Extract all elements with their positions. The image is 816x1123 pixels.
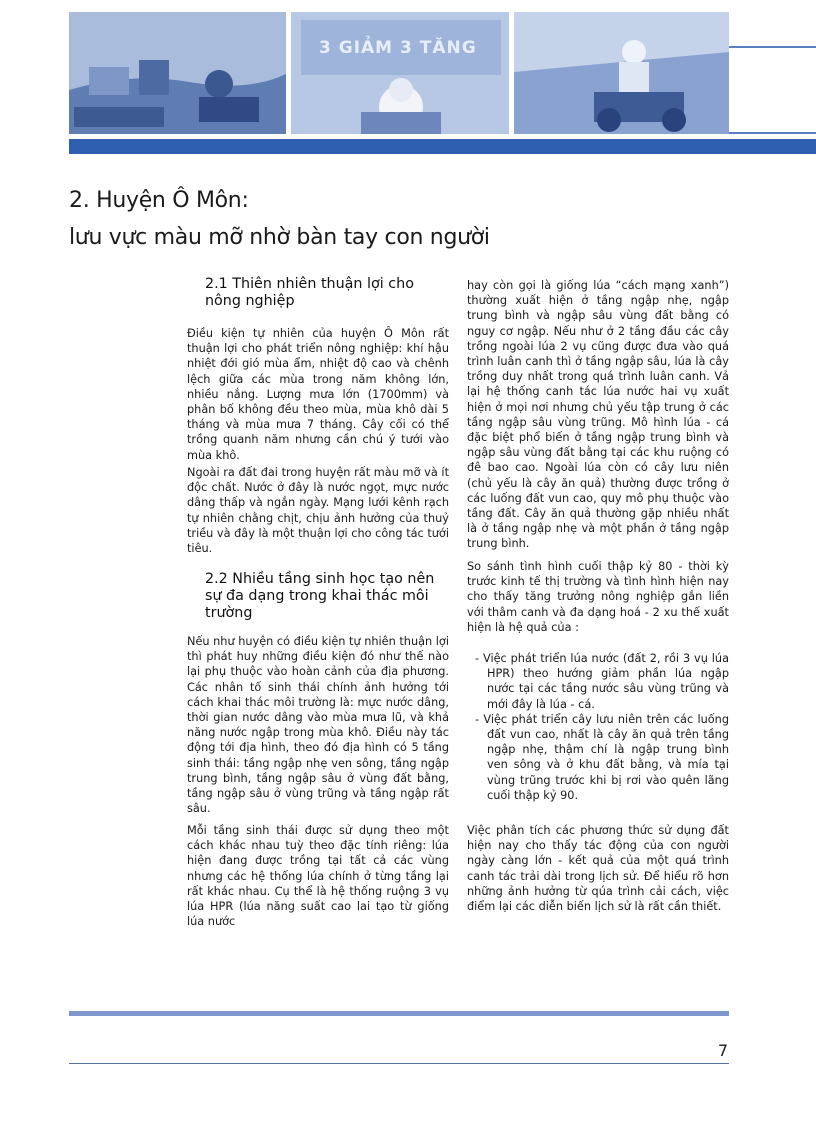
paragraph: So sánh tình hình cuối thập kỷ 80 - thời kỳ trước kinh tế thị trường và tình hình hiện nay cho thấy tăng trưởng nông nghiệp gắn liền với thâm canh và đa dạng hoá - 2 xu thế xuất hiện là hệ quả của : — [467, 560, 729, 634]
paragraph: Nếu như huyện có điều kiện tự nhiên thuận lợi thì phát huy những điều kiện đó như thế nào lại phụ thuộc vào hoàn cảnh của địa phương. Các nhân tố sinh thái chính ảnh hưởng tới cách khai thác môi trường là: mực nước dâng, thời gian nước dâng vào mùa mưa lũ, và khả năng nước ngập trong mùa khô. Điều này tác động tới địa hình, theo đó địa hình có 5 tầng sinh thái: tầng ngập nhẹ ven sông, tầng ngập trung bình, tầng ngập sâu ở vùng đất bằng, tầng ngập sâu ở vùng trũng và tầng ngập rất sâu. — [187, 635, 449, 816]
list-item: - Việc phát triển cây lưu niên trên các luống đất vun cao, nhất là cây ăn quả trên tầng ngập nhẹ, thậm chí là ngập trung bình ven sông và ở khu đất bằng, và mía tại vùng trũng trước khi bị rơi vào quên lãng cuối thập kỷ 90. — [475, 712, 729, 802]
paragraph: Điều kiện tự nhiên của huyện Ô Môn rất thuận lợi cho phát triển nông nghiệp: khí hậu nhiệt đới gió mùa ẩm, nhiệt độ cao và chênh lệch giữa các mùa trong năm không lớn, nhiều nắng. Lượng mưa lớn (1700mm) và phân bố không đều theo mùa, mùa khô dài 5 tháng và mùa mưa 7 tháng. Cây cối có thể trồng quanh năm nhưng cần chú ý tưới vào mùa khô. — [187, 327, 449, 462]
header-band — [69, 139, 816, 154]
header-accent-line-bottom — [729, 132, 816, 134]
page-subtitle: lưu vực màu mỡ nhờ bàn tay con người — [69, 225, 490, 250]
bullet-list — [475, 651, 729, 803]
header-photo-farmer — [514, 12, 729, 134]
header-photo-market — [69, 12, 286, 134]
page-title: 2. Huyện Ô Môn: — [69, 188, 249, 213]
sign-text: 3 GIẢM 3 TĂNG — [319, 38, 477, 58]
section-heading-2-1: 2.1 Thiên nhiên thuận lợi cho nông nghiệp — [205, 276, 414, 309]
page-number: 7 — [717, 1041, 728, 1060]
list-item: - Việc phát triển lúa nước (đất 2, rồi 3 vụ lúa HPR) theo hướng giảm phần lúa ngập nước tại các tầng nước sâu vùng trũng và mới đây là lúa - cá. — [475, 652, 729, 711]
paragraph: Ngoài ra đất đai trong huyện rất màu mỡ và ít độc chất. Nước ở đây là nước ngọt, mực nước dâng thấp và ngắn ngày. Mạng lưới kênh rạch tự nhiên chằng chịt, chịu ảnh hưởng của thuỷ triều và đây là một thuận lợi cho công tác tưới tiêu. — [187, 466, 449, 556]
header-accent-line-top — [729, 46, 816, 48]
section-heading-2-2: 2.2 Nhiều tầng sinh học tạo nên sự đa dạng trong khai thác môi trường — [205, 571, 435, 621]
footer-band — [69, 1011, 729, 1016]
header-photo-sign — [291, 12, 509, 134]
footer-line — [69, 1063, 729, 1064]
paragraph: Việc phân tích các phương thức sử dụng đất hiện nay cho thấy tác động của con người ngày càng lớn - kết quả của một quá trình canh tác trải dài trong lịch sử. Để hiểu rõ hơn những ảnh hưởng từ qúa trình cải cách, việc điểm lại các diễn biến lịch sử là rất cần thiết. — [467, 824, 729, 914]
paragraph: Mỗi tầng sinh thái được sử dụng theo một cách khác nhau tuỳ theo đặc tính riêng: lúa hiện đang được trồng tại tất cả các vùng nhưng các hệ thống lúa chính ở từng tầng lại rất khác nhau. Cụ thể là hệ thống ruộng 3 vụ lúa HPR (lúa năng suất cao lai tạo từ giống lúa nước — [187, 824, 449, 929]
paragraph: hay còn gọi là giống lúa “cách mạng xanh”) thường xuất hiện ở tầng ngập nhẹ, ngập trung bình và ngập sâu vùng đất bằng có nguy cơ ngập. Nếu như ở 2 tầng đầu các cây trồng ngoài lúa 2 vụ cũng được đưa vào quá trình luân canh thì ở tầng ngập sâu, lúa là cây trồng duy nhất trong quá trình luân canh. Vả lại hệ thống canh tác lúa nước hai vụ xuất hiện ở mọi nơi nhưng chủ yếu tập trung ở các tầng ngập sâu vùng trũng. Mô hình lúa - cá đặc biệt phổ biến ở tầng ngập trung bình và ngập sâu vùng đất bằng tại các khu ruộng có đê bao cao. Ngoài lúa còn có cây lưu niên (chủ yếu là cây ăn quả) thường được trồng ở các luống đất vun cao, quy mô phụ thuộc vào tầng đất. Cây ăn quả thường gặp nhiều nhất là ở tầng ngập nhẹ và một phần ở tầng ngập trung bình. — [467, 279, 729, 551]
